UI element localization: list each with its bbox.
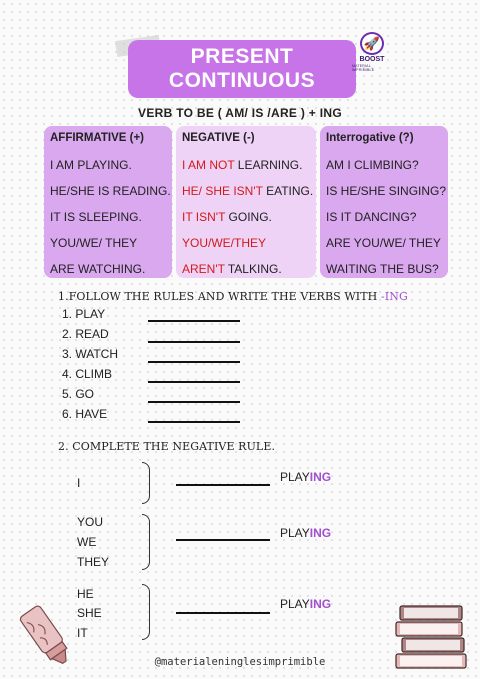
pronoun: WE (77, 535, 97, 549)
answer-blank[interactable] (148, 361, 240, 363)
negative-verb: LEARNING. (234, 158, 303, 172)
affirmative-heading: AFFIRMATIVE (+) (50, 132, 145, 144)
answer-playing (280, 526, 331, 540)
answer-ing: ING (309, 470, 332, 484)
pronoun: HE (77, 587, 94, 601)
negative-verb: TALKING. (224, 262, 282, 276)
answer-base: PLAY (280, 597, 310, 611)
answer-blank[interactable] (148, 421, 240, 423)
pronoun: YOU (77, 515, 104, 529)
title-line-1: PRESENT (190, 45, 294, 68)
verb-item: 1. PLAY (62, 307, 106, 321)
answer-blank[interactable] (148, 320, 240, 322)
answer-base: PLAY (280, 526, 310, 540)
title-banner (128, 40, 356, 98)
footer-handle: @materialeninglesimprimible (154, 656, 326, 668)
answer-ing: ING (309, 597, 332, 611)
interrogative-line: IS HE/SHE SINGING? (326, 184, 447, 198)
interrogative-line: WAITING THE BUS? (326, 262, 439, 276)
negative-panel (176, 126, 316, 278)
negative-aux: YOU/WE/THEY (182, 236, 267, 250)
negative-line (182, 256, 310, 282)
brace (142, 462, 150, 504)
rocket-icon: 🚀 (360, 32, 384, 55)
interrogative-line: ARE YOU/WE/ THEY (326, 236, 441, 250)
affirmative-line: HE/SHE IS READING. (50, 184, 171, 198)
answer-blank[interactable] (148, 401, 240, 403)
answer-playing (280, 597, 331, 611)
negative-aux: I AM NOT (182, 158, 235, 172)
affirmative-panel (44, 126, 172, 278)
exercise-2-title: 2. COMPLETE THE NEGATIVE RULE. (58, 440, 276, 453)
grammar-rule: VERB TO BE ( AM/ IS /ARE ) + ING (138, 106, 342, 120)
negative-line (182, 230, 310, 256)
exercise-1-title (58, 290, 408, 303)
negative-line (182, 152, 310, 178)
logo-subtitle: MATERIAL IMPRIMIBLE (352, 64, 375, 72)
verb-item: 3. WATCH (62, 347, 118, 361)
exercise-1-ing: -ING (380, 290, 408, 303)
affirmative-line: I AM PLAYING. (50, 158, 132, 172)
interrogative-heading: Interrogative (?) (326, 132, 414, 144)
pronoun: I (77, 476, 81, 490)
verb-item: 6. HAVE (62, 407, 108, 421)
negative-verb: GOING. (225, 210, 272, 224)
negative-answer-blank[interactable] (176, 612, 270, 614)
negative-aux: HE/ SHE ISN'T (182, 184, 263, 198)
brace (142, 584, 150, 640)
verb-item: 5. GO (62, 387, 95, 401)
negative-line (182, 204, 310, 230)
exercise-1-instruction: 1.FOLLOW THE RULES AND WRITE THE VERBS WITH (58, 290, 381, 303)
answer-playing (280, 470, 331, 484)
interrogative-line: IS IT DANCING? (326, 210, 417, 224)
pronoun: IT (77, 626, 88, 640)
answer-blank[interactable] (148, 341, 240, 343)
brace (142, 514, 150, 570)
negative-line (182, 178, 314, 204)
negative-answer-blank[interactable] (176, 484, 270, 486)
negative-verb: EATING. (262, 184, 314, 198)
interrogative-line: AM I CLIMBING? (326, 158, 419, 172)
verb-item: 2. READ (62, 327, 109, 341)
interrogative-panel (320, 126, 448, 278)
pronoun: SHE (77, 606, 102, 620)
affirmative-line: YOU/WE/ THEY (50, 236, 138, 250)
answer-base: PLAY (280, 470, 310, 484)
logo-word: BOOST (359, 56, 385, 63)
affirmative-line: IT IS SLEEPING. (50, 210, 142, 224)
boost-logo (352, 32, 392, 72)
negative-heading: NEGATIVE (-) (182, 132, 255, 144)
affirmative-line: ARE WATCHING. (50, 262, 146, 276)
answer-blank[interactable] (148, 381, 240, 383)
negative-aux: AREN'T (182, 262, 225, 276)
negative-answer-blank[interactable] (176, 539, 270, 541)
pronoun: THEY (77, 555, 110, 569)
title-line-2: CONTINUOUS (168, 69, 316, 92)
negative-aux: IT ISN'T (182, 210, 226, 224)
verb-item: 4. CLIMB (62, 367, 113, 381)
answer-ing: ING (309, 526, 332, 540)
